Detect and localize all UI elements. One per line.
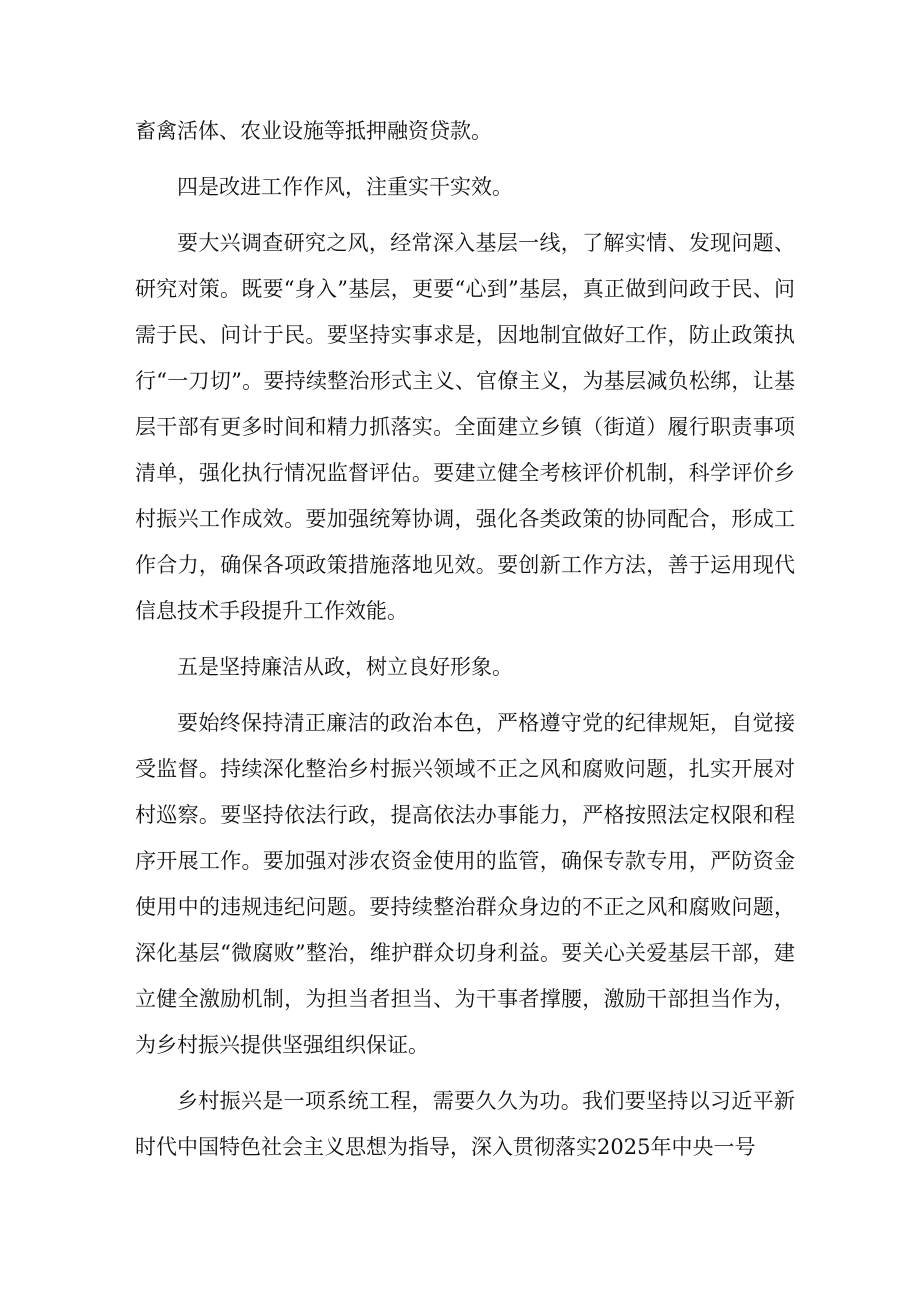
section-heading-five: 五是坚持廉洁从政，树立良好形象。: [177, 655, 513, 679]
document-body: [135, 108, 795, 1170]
section-heading-four: 四是改进工作作风，注重实干实效。: [177, 175, 513, 199]
paragraph-conclusion: 乡村振兴是一项系统工程，需要久久为功。我们要坚持以习近平新时代中国特色社会主义思想为指导，深入贯彻落实2025年中央一号: [135, 1089, 795, 1159]
paragraph-continuation: 畜禽活体、农业设施等抵押融资贷款。: [135, 119, 492, 143]
paragraph-work-style: 要大兴调查研究之风，经常深入基层一线，了解实情、发现问题、研究对策。既要“身入”基层，更要“心到”基层，真正做到问政于民、问需于民、问计于民。要坚持实事求是，因地制宜做好工作，防止政策执行“一刀切”。要持续整治形式主义、官僚主义，为基层减负松绑，让基层干部有更多时间和精力抓落实。全面建立乡镇（街道）履行职责事项清单，强化执行情况监督评估。要建立健全考核评价机制，科学评价乡村振兴工作成效。要加强统筹协调，强化各类政策的协同配合，形成工作合力，确保各项政策措施落地见效。要创新工作方法，善于运用现代信息技术手段提升工作效能。: [135, 231, 795, 623]
paragraph-integrity: 要始终保持清正廉洁的政治本色，严格遵守党的纪律规矩，自觉接受监督。持续深化整治乡村振兴领域不正之风和腐败问题，扎实开展对村巡察。要坚持依法行政，提高依法办事能力，严格按照法定权限和程序开展工作。要加强对涉农资金使用的监管，确保专款专用，严防资金使用中的违规违纪问题。要持续整治群众身边的不正之风和腐败问题，深化基层“微腐败”整治，维护群众切身利益。要关心关爱基层干部，建立健全激励机制，为担当者担当、为干事者撑腰，激励干部担当作为，为乡村振兴提供坚强组织保证。: [135, 711, 795, 1057]
